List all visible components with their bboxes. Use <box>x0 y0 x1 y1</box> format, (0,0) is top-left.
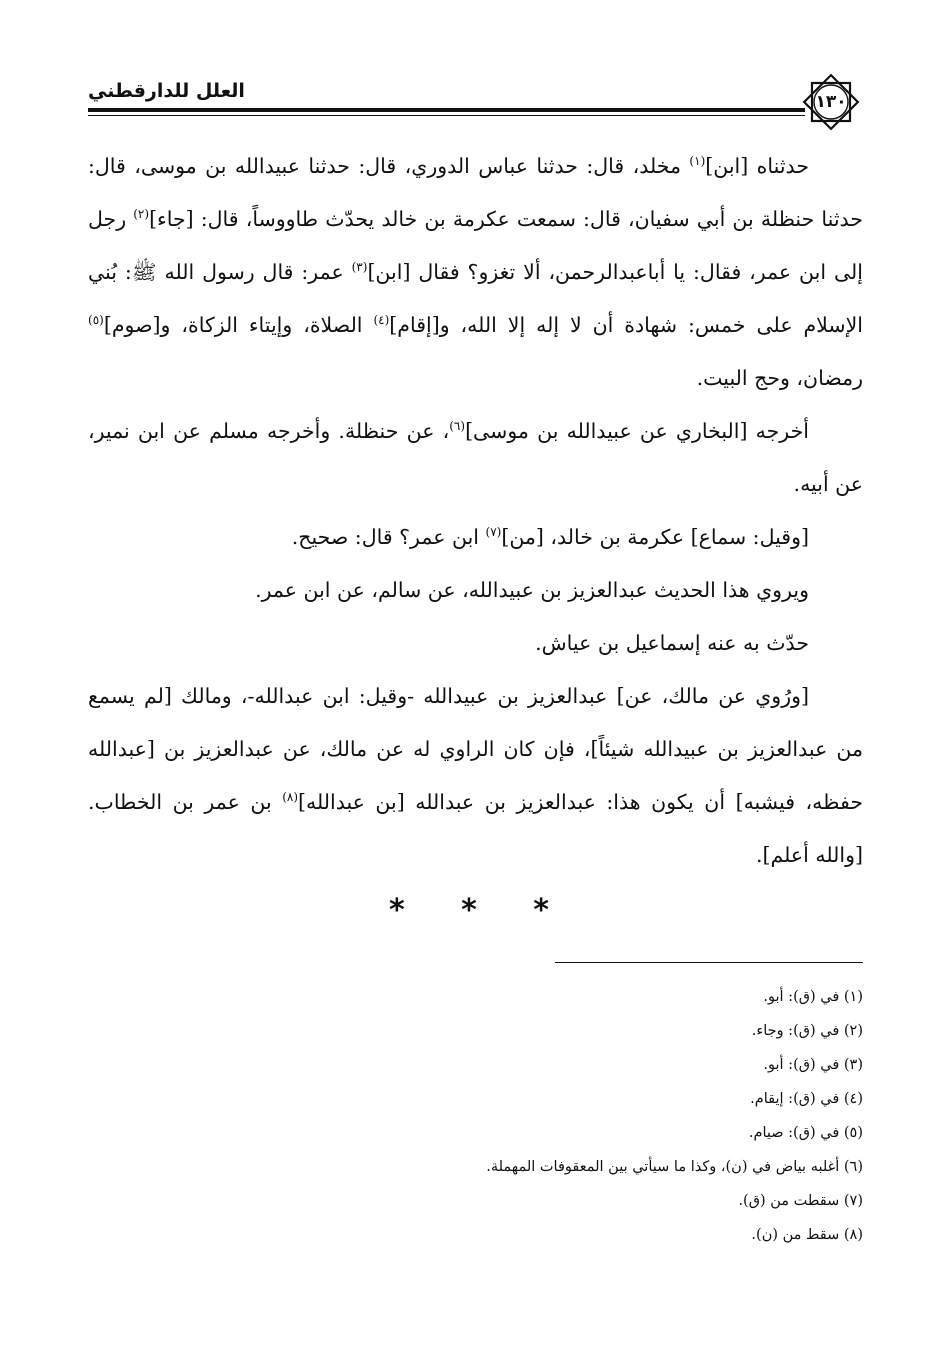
header-rule-thin <box>88 115 805 116</box>
section-separator: * * * <box>389 893 549 928</box>
footnote-item: (٢) في (ق): وجاء. <box>751 1023 863 1039</box>
paragraph-riwaya: ويروي هذا الحديث عبدالعزيز بن عبيدالله، عن سالم، عن ابن عمر. <box>255 578 809 602</box>
paragraph-question: [وقيل: سماع] عكرمة بن خالد، [من]$^{(٧)}$ ابن عمر؟ قال: صحيح. <box>291 525 809 549</box>
footnote-rule <box>555 962 863 963</box>
book-title: العلل للدارقطني <box>88 80 245 102</box>
page-number-badge <box>799 70 863 134</box>
header-rule-thick <box>88 108 805 112</box>
paragraph-hadith: حدثناه [ابن]$^{(١)}$ مخلد، قال: حدثنا عباس الدوري، قال: حدثنا عبيدالله بن موسى، قال: حدثنا حنظلة بن أبي سفيان، قال: سمعت عكرمة بن خالد يحدّث طاووساً، قال: [جاء]$^{(٢)}$ رجل إلى ابن عمر، فقال: يا أباعبدالرحمن، ألا تغزو؟ فقال [ابن]$^{(٣)}$ عمر: قال رسول الله ﷺ: بُني الإسلام على خمس: شهادة أن لا إله إلا الله، و[إقام]$^{(٤)}$ الصلاة، وإيتاء الزكاة، و[صوم]$^{(٥)}$ رمضان، وحج البيت. <box>88 154 863 390</box>
footnote-item: (٥) في (ق): صيام. <box>748 1125 863 1141</box>
footnotes <box>88 980 863 1252</box>
footnote-ref: (٣) <box>351 260 368 275</box>
footnote-item: (١) في (ق): أبو. <box>763 989 863 1005</box>
paragraph-takhrij: أخرجه [البخاري عن عبيدالله بن موسى]$^{(٦)}$، عن حنظلة. وأخرجه مسلم عن ابن نمير، عن أبيه. <box>88 419 863 496</box>
page-header <box>88 68 863 128</box>
footnote-ref: (٧) <box>485 525 502 540</box>
footnote-ref: (٢) <box>133 207 150 222</box>
footnote-ref: (١) <box>689 154 706 169</box>
page-number: ١٣٠ <box>815 92 847 112</box>
footnote-ref: (٥) <box>88 313 104 328</box>
paragraph-malik: [ورُوي عن مالك، عن] عبدالعزيز بن عبيدالله -وقيل: ابن عبدالله-، ومالك [لم يسمع من عبدالعزيز بن عبيدالله شيئاً]، فإن كان الراوي له عن مالك، عن عبدالعزيز بن [عبدالله حفظه، فيشبه] أن يكون هذا: عبدالعزيز بن عبدالله [بن عبدالله]$^{(٨)}$ بن عمر بن الخطاب. [والله أعلم]. <box>88 684 864 867</box>
footnote-item: (٣) في (ق): أبو. <box>763 1057 863 1073</box>
footnote-item: (٤) في (ق): إيقام. <box>750 1091 863 1107</box>
footnote-ref: (٦) <box>449 419 466 434</box>
paragraph-haddath: حدّث به عنه إسماعيل بن عياش. <box>535 631 809 655</box>
footnote-item: (٨) سقط من (ن). <box>751 1227 863 1243</box>
footnote-ref: (٨) <box>282 790 299 805</box>
footnote-item: (٧) سقطت من (ق). <box>738 1193 863 1209</box>
footnote-ref: (٤) <box>373 313 390 328</box>
footnote-item: (٦) أغلبه بياض في (ن)، وكذا ما سيأتي بين المعقوفات المهملة. <box>486 1159 863 1175</box>
main-text <box>88 140 863 882</box>
